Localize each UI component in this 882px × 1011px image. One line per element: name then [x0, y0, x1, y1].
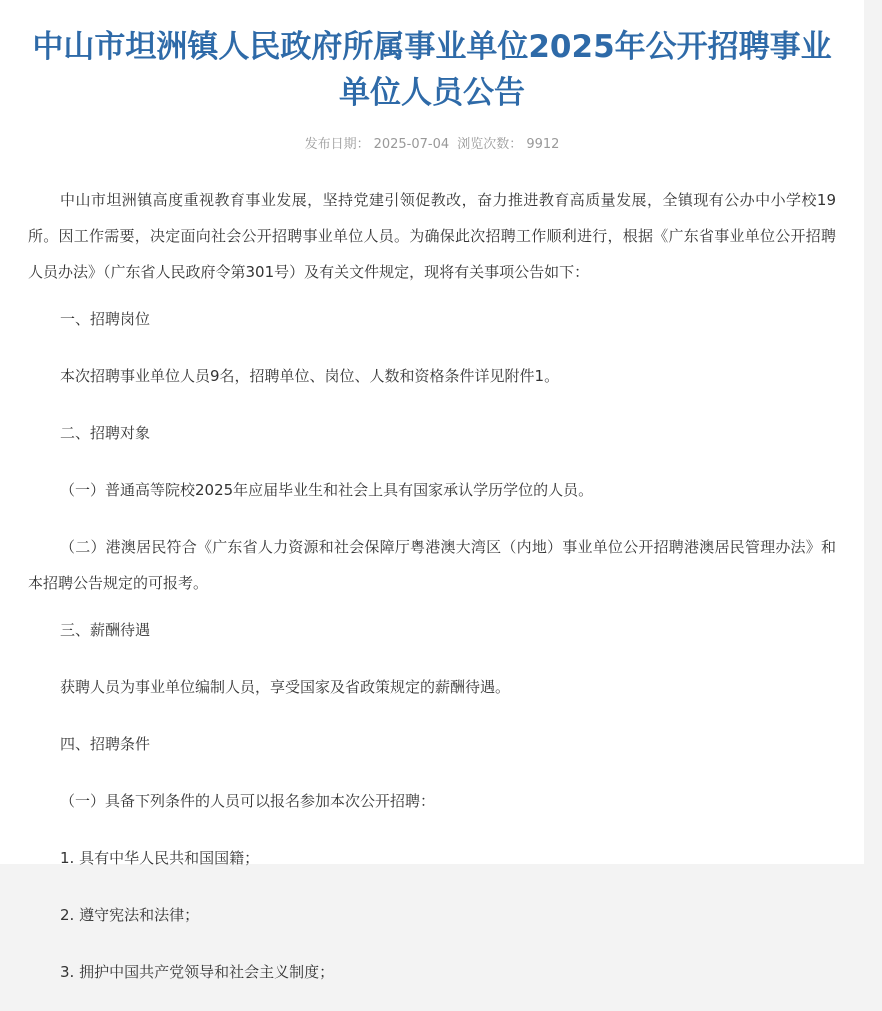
- article-meta: [0, 136, 864, 154]
- condition-item-3: 3. 拥护中国共产党领导和社会主义制度；: [60, 963, 335, 981]
- page-scroll-gutter[interactable]: [864, 0, 882, 864]
- condition-item-2: 2. 遵守宪法和法律；: [60, 906, 200, 924]
- paragraph-target-2: （二）港澳居民符合《广东省人力资源和社会保障厅粤港澳大湾区（内地）事业单位公开招聘港澳居民管理办法》和本招聘公告规定的可报考。: [28, 538, 836, 592]
- publish-date-label: 发布日期：: [304, 137, 370, 152]
- section-heading-conditions: 四、招聘条件: [60, 735, 151, 753]
- section-heading-targets: 二、招聘对象: [60, 424, 151, 442]
- paragraph-conditions-intro: （一）具备下列条件的人员可以报名参加本次公开招聘：: [60, 792, 436, 810]
- article-title: 中山市坦洲镇人民政府所属事业单位2025年公开招聘事业单位人员公告: [32, 29, 832, 111]
- intro-paragraph: 中山市坦洲镇高度重视教育事业发展，坚持党建引领促教改，奋力推进教育高质量发展，全镇现有公办中小学校19所。因工作需要，决定面向社会公开招聘事业单位人员。为确保此次招聘工作顺利进行，根据《广东省事业单位公开招聘人员办法》（广东省人民政府令第301号）及有关文件规定，现将有关事项公告如下：: [28, 191, 836, 281]
- section-heading-positions: 一、招聘岗位: [60, 310, 151, 328]
- view-count: 9912: [526, 137, 560, 152]
- article-body: [28, 182, 836, 1011]
- view-count-label: 浏览次数：: [457, 137, 523, 152]
- publish-date: 2025-07-04: [373, 137, 450, 152]
- paragraph-positions: 本次招聘事业单位人员9名，招聘单位、岗位、人数和资格条件详见附件1。: [60, 367, 560, 385]
- paragraph-salary: 获聘人员为事业单位编制人员，享受国家及省政策规定的薪酬待遇。: [60, 678, 511, 696]
- section-heading-salary: 三、薪酬待遇: [60, 621, 151, 639]
- paragraph-target-1: （一）普通高等院校2025年应届毕业生和社会上具有国家承认学历学位的人员。: [60, 481, 594, 499]
- condition-item-1: 1. 具有中华人民共和国国籍；: [60, 849, 260, 867]
